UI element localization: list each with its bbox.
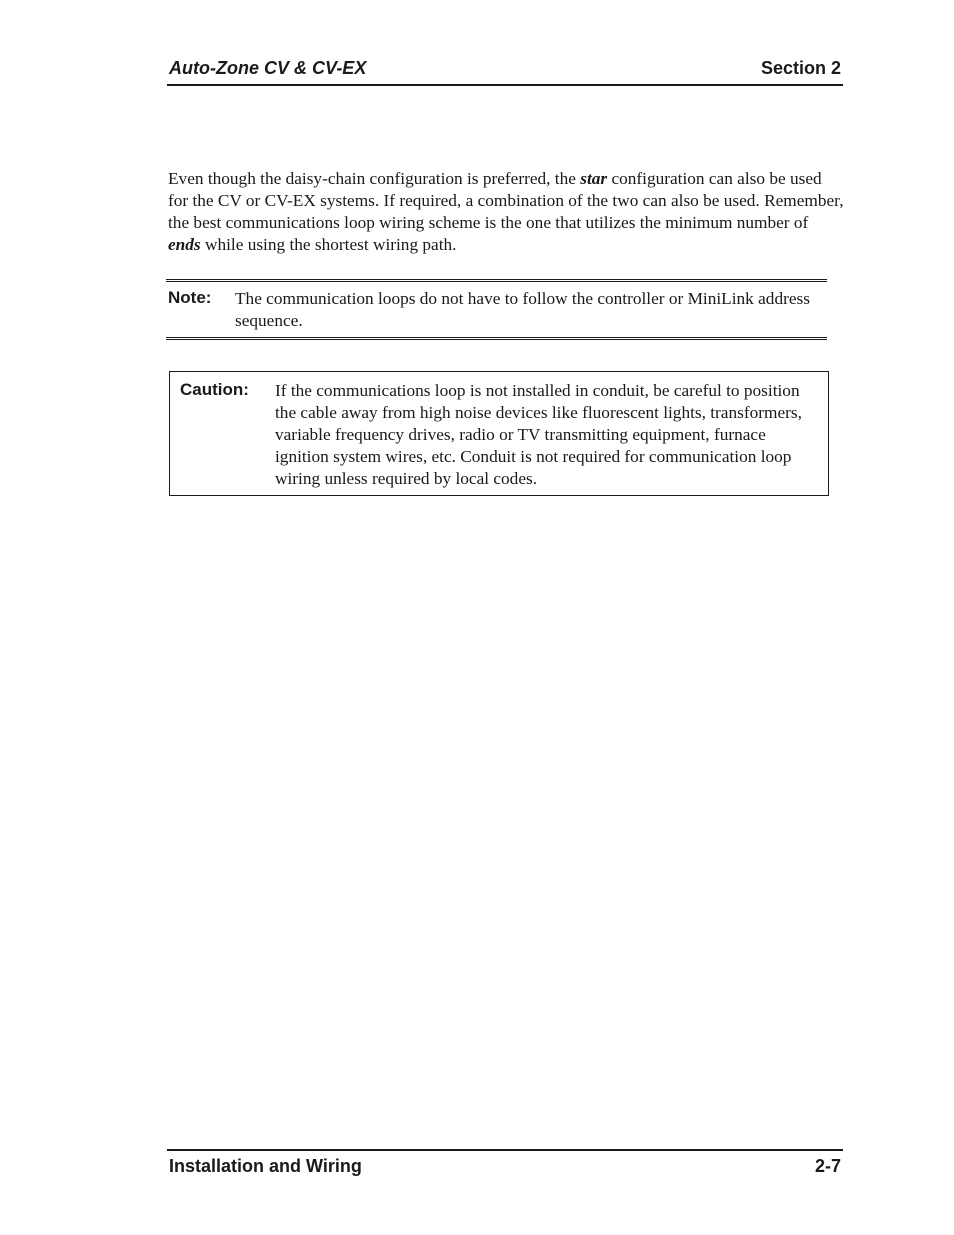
caution-box (169, 371, 829, 496)
intro-paragraph (168, 168, 844, 256)
note-box (166, 279, 827, 340)
chapter-title: Installation and Wiring (169, 1156, 362, 1176)
section-label: Section 2 (760, 58, 841, 78)
document-title: Auto-Zone CV & CV-EX (169, 58, 367, 78)
caution-text: If the communications loop is not installed in conduit, be careful to position the cable away from high noise devices like fluorescent lights, transformers, variable frequency drives, radio or TV transmitting equipment, furnace ignition system wires, etc. Conduit is not required for communication loop wiring unless required by local codes. (275, 381, 802, 488)
page-footer (167, 1149, 843, 1179)
note-text: The communication loops do not have to follow the controller or MiniLink address sequence. (235, 289, 810, 330)
intro-text-1: Even though the daisy-chain configuration is preferred, the (168, 169, 581, 188)
note-label: Note: (168, 288, 212, 307)
caution-label: Caution: (180, 380, 249, 399)
page-number: 2-7 (814, 1156, 841, 1176)
page-header (167, 58, 843, 86)
intro-emphasis-ends: ends (168, 235, 201, 254)
intro-text-3: while using the shortest wiring path. (200, 235, 457, 254)
intro-emphasis-star: star (580, 169, 608, 188)
intro-text-2: configuration can also be used for the CV or CV-EX systems. If required, a combination of the two can also be used. Remember, the best communications loop wiring scheme is the one that utilizes the minimum number of (168, 169, 844, 232)
